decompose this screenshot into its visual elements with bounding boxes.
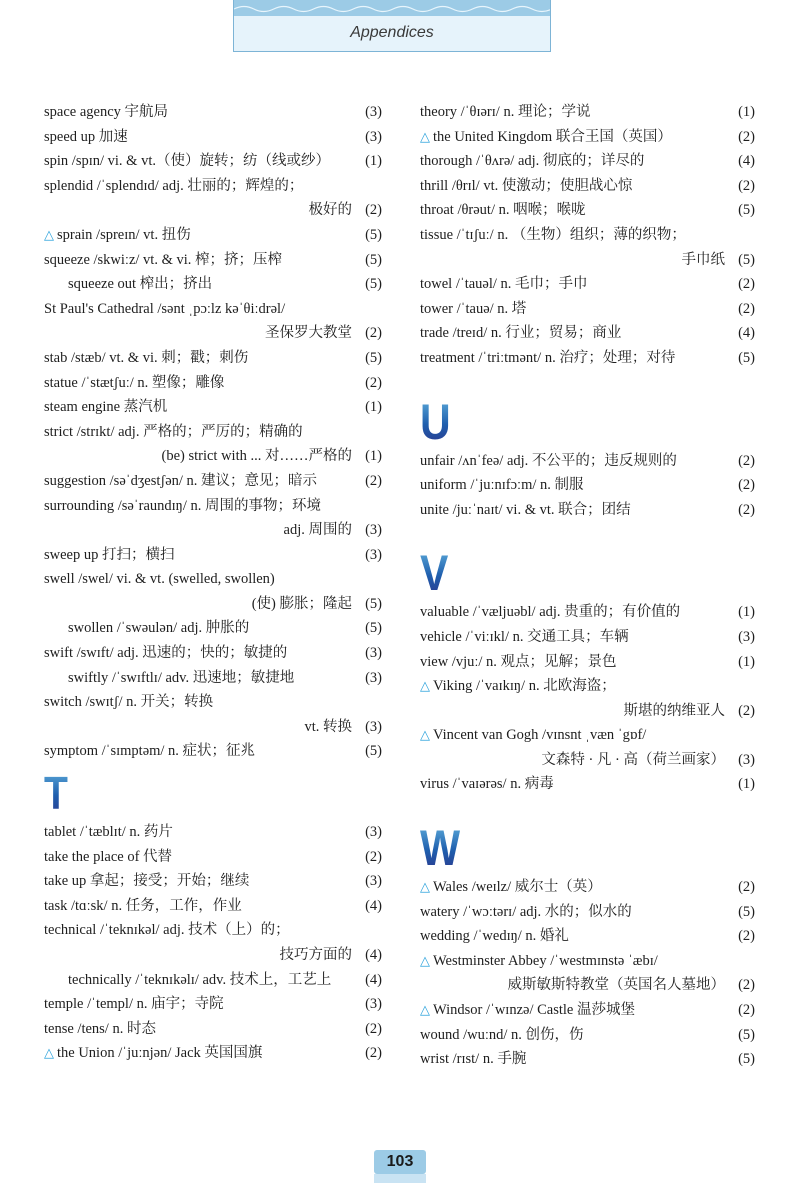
glossary-entry — [420, 149, 755, 174]
entry-text — [44, 641, 287, 666]
entry-label: spin /spɪn/ vi. & vt.（使）旋转；纺（线或纱） — [44, 153, 330, 170]
entry-text — [420, 650, 617, 675]
entry-label: tower /ˈtauə/ n. 塔 — [420, 300, 527, 317]
unit-number: (2) — [365, 1045, 382, 1062]
unit-number: (5) — [738, 1026, 755, 1043]
unit-number: (3) — [365, 128, 382, 145]
glossary-entry — [44, 198, 382, 223]
entry-label: swift /swɪft/ adj. 迅速的；快的；敏捷的 — [44, 645, 288, 662]
glossary-entry — [44, 420, 382, 445]
entry-text — [284, 518, 352, 543]
glossary-entry — [420, 723, 755, 748]
entry-text — [44, 149, 330, 174]
entry-text — [265, 321, 352, 346]
entry-text — [44, 297, 285, 322]
entry-label: throat /θrəut/ n. 咽喉；喉咙 — [420, 202, 586, 219]
glossary-entry — [44, 395, 382, 420]
entry-label: 斯堪的纳维亚人 — [623, 702, 725, 719]
entry-label: swiftly /ˈswɪftlɪ/ adv. 迅速地；敏捷地 — [68, 669, 295, 686]
left-column — [44, 100, 382, 1066]
entry-label: 文森特 · 凡 · 高（荷兰画家） — [541, 751, 725, 768]
glossary-entry — [44, 918, 382, 943]
letter-heading-v — [420, 544, 755, 600]
glossary-entry — [420, 174, 755, 199]
glossary-entry — [420, 625, 755, 650]
entry-label: statue /ˈstætʃuː/ n. 塑像；雕像 — [44, 374, 225, 391]
entry-label: 极好的 — [308, 202, 352, 219]
entry-label: vt. 转换 — [304, 718, 352, 735]
entry-text — [420, 625, 629, 650]
entry-text — [44, 174, 303, 199]
entry-label: suggestion /səˈdʒestʃən/ n. 建议；意见；暗示 — [44, 472, 318, 489]
glossary-entry — [44, 248, 382, 273]
unit-number: (5) — [738, 903, 755, 920]
triangle-icon: △ — [420, 129, 430, 145]
glossary-entry — [420, 272, 755, 297]
entry-label: steam engine 蒸汽机 — [44, 399, 168, 416]
glossary-entry — [44, 968, 382, 993]
letter-heading-u — [420, 393, 755, 449]
entry-text — [44, 869, 249, 894]
entry-label: stab /stæb/ vt. & vi. 刺；戳；刺伤 — [44, 349, 249, 366]
entry-text — [44, 223, 191, 249]
entry-text — [420, 772, 554, 797]
unit-number: (5) — [365, 226, 382, 243]
unit-number: (5) — [365, 251, 382, 268]
entry-text — [682, 248, 726, 273]
unit-number: (3) — [365, 824, 382, 841]
glossary-entry — [44, 518, 382, 543]
glossary-entry — [44, 567, 382, 592]
glossary-entry — [44, 321, 382, 346]
entry-label: strict /strɪkt/ adj. 严格的；严厉的；精确的 — [44, 423, 303, 440]
glossary-entry — [44, 641, 382, 666]
entry-label: swell /swel/ vi. & vt. (swelled, swollen) — [44, 571, 275, 588]
unit-number: (4) — [738, 153, 755, 170]
glossary-entry — [44, 1017, 382, 1042]
unit-number: (5) — [365, 743, 382, 760]
entry-text — [420, 272, 588, 297]
triangle-icon: △ — [420, 679, 430, 695]
unit-number: (3) — [365, 546, 382, 563]
unit-number: (2) — [365, 472, 382, 489]
glossary-entry — [420, 125, 755, 150]
glossary-entry — [420, 973, 755, 998]
entry-text — [44, 1041, 262, 1067]
entry-label: tablet /ˈtæblɪt/ n. 药片 — [44, 824, 173, 841]
entry-label: tissue /ˈtɪʃuː/ n. （生物）组织；薄的织物； — [420, 226, 686, 243]
unit-number: (2) — [738, 452, 755, 469]
entry-label: the Union /ˈjuːnjən/ Jack 英国国旗 — [57, 1045, 263, 1062]
entry-text — [44, 346, 248, 371]
glossary-entry — [420, 449, 755, 474]
unit-number: (1) — [738, 653, 755, 670]
unit-number: (3) — [365, 522, 382, 539]
glossary-entry — [44, 715, 382, 740]
glossary-entry — [44, 943, 382, 968]
unit-number: (5) — [738, 202, 755, 219]
entry-text — [304, 715, 352, 740]
triangle-icon: △ — [420, 1003, 430, 1019]
unit-number: (3) — [365, 718, 382, 735]
unit-number: (1) — [365, 399, 382, 416]
glossary-entry — [420, 748, 755, 773]
entry-label: the United Kingdom 联合王国（英国） — [433, 128, 672, 145]
glossary-entry — [44, 592, 382, 617]
unit-number: (2) — [365, 202, 382, 219]
entry-text — [44, 918, 290, 943]
glossary-entry — [44, 346, 382, 371]
entry-label: surrounding /səˈraundɪŋ/ n. 周围的事物；环境 — [44, 497, 322, 514]
glossary-entry — [44, 616, 382, 641]
unit-number: (4) — [738, 325, 755, 342]
entry-label: space agency 宇航局 — [44, 104, 169, 120]
entry-label: wound /wuːnd/ n. 创伤，伤 — [420, 1026, 584, 1043]
unit-number: (3) — [738, 628, 755, 645]
triangle-icon: △ — [420, 953, 430, 969]
entry-label: task /tɑːsk/ n. 任务，工作，作业 — [44, 897, 242, 914]
entry-text — [420, 1047, 526, 1072]
unit-number: (5) — [365, 276, 382, 293]
entry-text — [44, 469, 317, 494]
entry-label: swollen /ˈswəulən/ adj. 肿胀的 — [68, 620, 250, 637]
entry-label: technically /ˈteknɪkəlɪ/ adv. 技术上，工艺上 — [68, 971, 332, 988]
glossary-entry — [420, 924, 755, 949]
glossary-entry — [420, 949, 755, 974]
entry-label: speed up 加速 — [44, 128, 128, 145]
unit-number: (1) — [365, 448, 382, 465]
entry-label: adj. 周围的 — [283, 522, 352, 539]
entry-label: valuable /ˈvæljuəbl/ adj. 贵重的；有价值的 — [420, 604, 681, 621]
glossary-entry — [420, 1047, 755, 1072]
entry-label: splendid /ˈsplendɪd/ adj. 壮丽的；辉煌的； — [44, 177, 304, 194]
glossary-entry — [420, 346, 755, 371]
entries-t-right — [420, 100, 755, 371]
glossary-entry — [420, 223, 755, 248]
glossary-entry — [420, 321, 755, 346]
entry-label: 手巾纸 — [681, 251, 725, 268]
unit-number: (2) — [365, 848, 382, 865]
glossary-entry — [420, 900, 755, 925]
entry-label: vehicle /ˈviːɪkl/ n. 交通工具；车辆 — [420, 628, 629, 645]
letter-u: U — [420, 393, 451, 450]
glossary-entry — [44, 149, 382, 174]
entry-text — [508, 973, 726, 998]
entry-label: tense /tens/ n. 时态 — [44, 1020, 156, 1037]
entry-label: squeeze /skwiːz/ vt. & vi. 榨；挤；压榨 — [44, 251, 283, 268]
glossary-entry — [44, 174, 382, 199]
glossary-entry — [420, 1023, 755, 1048]
header-title: Appendices — [350, 24, 434, 41]
unit-number: (2) — [738, 501, 755, 518]
glossary-entry — [44, 690, 382, 715]
entry-text — [44, 125, 128, 150]
unit-number: (2) — [738, 276, 755, 293]
glossary-entry — [44, 100, 382, 125]
glossary-entry — [420, 100, 755, 125]
glossary-entry — [420, 699, 755, 724]
letter-heading-w — [420, 819, 755, 875]
entry-text — [44, 543, 175, 568]
glossary-entry — [44, 223, 382, 248]
entry-label: take up 拿起；接受；开始；继续 — [44, 873, 250, 890]
glossary-entry — [44, 272, 382, 297]
glossary-entry — [420, 674, 755, 699]
entry-text — [420, 900, 632, 925]
entry-label: Westminster Abbey /ˈwestmɪnstə ˈæbɪ/ — [433, 952, 658, 969]
letter-w: W — [420, 820, 461, 877]
glossary-entry — [420, 998, 755, 1023]
unit-number: (5) — [738, 1051, 755, 1068]
glossary-entry — [44, 992, 382, 1017]
glossary-entry — [420, 248, 755, 273]
entry-label: switch /swɪtʃ/ n. 开关；转换 — [44, 694, 214, 711]
unit-number: (4) — [365, 897, 382, 914]
entry-text — [420, 223, 686, 248]
glossary-entry — [44, 1041, 382, 1066]
entry-text — [420, 174, 632, 199]
entry-text — [624, 699, 726, 724]
entry-label: technical /ˈteknɪkəl/ adj. 技术（上）的； — [44, 922, 290, 939]
entry-label: squeeze out 榨出；挤出 — [68, 276, 213, 293]
unit-number: (3) — [365, 645, 382, 662]
glossary-entry — [44, 125, 382, 150]
entry-label: unite /juːˈnaɪt/ vi. & vt. 联合；团结 — [420, 501, 631, 518]
entry-text — [420, 674, 616, 700]
entry-label: Vincent van Gogh /vɪnsnt ˌvæn ˈgɒf/ — [433, 727, 647, 744]
unit-number: (5) — [365, 349, 382, 366]
entry-label: view /vjuː/ n. 观点；见解；景色 — [420, 653, 617, 670]
unit-number: (3) — [365, 873, 382, 890]
entries-t-left — [44, 820, 382, 1066]
entry-label: 技巧方面的 — [279, 947, 352, 963]
entry-label: Wales /weɪlz/ 威尔士（英） — [433, 879, 602, 896]
entry-label: St Paul's Cathedral /sənt ˌpɔːlz kəˈθiːdrəl/ — [44, 300, 286, 317]
right-column — [420, 100, 755, 1072]
unit-number: (2) — [738, 928, 755, 945]
entry-label: uniform /ˈjuːnɪfɔːm/ n. 制服 — [420, 477, 584, 494]
unit-number: (4) — [365, 947, 382, 963]
entry-text — [44, 845, 172, 870]
glossary-entry — [420, 297, 755, 322]
entry-label: theory /ˈθɪərɪ/ n. 理论；学说 — [420, 104, 591, 120]
entry-label: sweep up 打扫；横扫 — [44, 546, 175, 563]
entry-text — [420, 100, 590, 125]
entry-text — [420, 473, 584, 498]
entry-text — [44, 567, 275, 592]
unit-number: (3) — [365, 104, 382, 120]
unit-number: (3) — [738, 751, 755, 768]
entry-text — [420, 198, 586, 223]
triangle-icon: △ — [44, 1046, 54, 1062]
entry-text — [44, 690, 213, 715]
entry-text — [44, 739, 255, 764]
unit-number: (1) — [738, 104, 755, 120]
unit-number: (2) — [365, 1020, 382, 1037]
entry-label: (使) 膨胀；隆起 — [251, 595, 352, 612]
entry-text — [420, 297, 526, 322]
glossary-entry — [44, 469, 382, 494]
entry-text — [420, 449, 677, 474]
unit-number: (3) — [365, 996, 382, 1013]
glossary-entry — [44, 894, 382, 919]
unit-number: (2) — [738, 477, 755, 494]
glossary-entry — [420, 600, 755, 625]
entry-text — [68, 968, 331, 993]
entry-text — [420, 149, 644, 174]
glossary-entry — [44, 543, 382, 568]
entry-text — [44, 395, 167, 420]
entry-text — [420, 949, 658, 975]
unit-number: (2) — [738, 1002, 755, 1019]
entry-text — [420, 924, 569, 949]
glossary-entry — [44, 494, 382, 519]
glossary-entry — [44, 845, 382, 870]
entry-text — [68, 272, 212, 297]
entries-s — [44, 100, 382, 764]
entry-text — [541, 748, 725, 773]
entry-label: watery /ˈwɔːtərɪ/ adj. 水的；似水的 — [420, 903, 632, 920]
entry-label: wrist /rɪst/ n. 手腕 — [420, 1051, 527, 1068]
glossary-entry — [420, 498, 755, 523]
entry-text — [420, 875, 602, 901]
glossary-entry — [44, 820, 382, 845]
entry-label: unfair /ʌnˈfeə/ adj. 不公平的；违反规则的 — [420, 452, 677, 469]
letter-v: V — [420, 545, 449, 602]
unit-number: (1) — [738, 604, 755, 621]
letter-t: T — [44, 767, 68, 820]
entry-label: virus /ˈvaɪərəs/ n. 病毒 — [420, 776, 554, 793]
unit-number: (2) — [365, 374, 382, 391]
entry-text — [68, 616, 249, 641]
entry-text — [420, 723, 646, 749]
entry-text — [68, 666, 294, 691]
entry-label: temple /ˈtempl/ n. 庙宇；寺院 — [44, 996, 224, 1013]
entry-text — [420, 600, 680, 625]
entry-text — [44, 100, 168, 125]
glossary-entry — [420, 198, 755, 223]
entry-text — [420, 1023, 584, 1048]
unit-number: (2) — [738, 702, 755, 719]
entry-label: Viking /ˈvaɪkɪŋ/ n. 北欧海盗； — [433, 678, 616, 695]
entry-text — [420, 125, 672, 151]
entry-label: thorough /ˈθʌrə/ adj. 彻底的；详尽的 — [420, 153, 645, 170]
unit-number: (2) — [738, 977, 755, 994]
entry-label: symptom /ˈsɪmptəm/ n. 症状；征兆 — [44, 743, 256, 760]
entry-label: Windsor /ˈwɪnzə/ Castle 温莎城堡 — [433, 1002, 635, 1019]
entry-text — [420, 998, 635, 1024]
glossary-entry — [44, 666, 382, 691]
glossary-entry — [44, 739, 382, 764]
entries-u — [420, 449, 755, 523]
entry-label: thrill /θrɪl/ vt. 使激动；使胆战心惊 — [420, 177, 633, 194]
unit-number: (2) — [738, 879, 755, 896]
unit-number: (5) — [738, 349, 755, 366]
entry-label: sprain /spreɪn/ vt. 扭伤 — [57, 226, 191, 243]
unit-number: (2) — [738, 177, 755, 194]
unit-number: (4) — [365, 971, 382, 988]
entry-text — [420, 498, 631, 523]
unit-number: (2) — [738, 300, 755, 317]
entry-text — [420, 346, 675, 371]
entry-text — [44, 992, 224, 1017]
entry-text — [44, 494, 321, 519]
wave-decoration — [234, 4, 550, 14]
appendices-header-band — [233, 0, 551, 52]
entry-text — [309, 198, 353, 223]
entry-label: towel /ˈtauəl/ n. 毛巾；手巾 — [420, 276, 588, 293]
glossary-entry — [420, 473, 755, 498]
triangle-icon: △ — [44, 227, 54, 243]
unit-number: (2) — [365, 325, 382, 342]
page-number-tab — [374, 1174, 426, 1183]
entry-label: 圣保罗大教堂 — [265, 325, 352, 342]
unit-number: (5) — [738, 251, 755, 268]
page-number: 103 — [374, 1150, 426, 1174]
entry-text — [44, 820, 173, 845]
entry-text — [44, 371, 224, 396]
unit-number: (3) — [365, 669, 382, 686]
entry-text — [420, 321, 621, 346]
glossary-entry — [420, 875, 755, 900]
glossary-entry — [420, 772, 755, 797]
entry-label: (be) strict with ... 对……严格的 — [161, 448, 352, 465]
entry-text — [44, 894, 242, 919]
glossary-entry — [420, 650, 755, 675]
letter-heading-t — [44, 764, 382, 820]
entry-text — [252, 592, 352, 617]
triangle-icon: △ — [420, 880, 430, 896]
entry-text — [162, 444, 353, 469]
entry-text — [44, 420, 303, 445]
glossary-entry — [44, 297, 382, 322]
unit-number: (2) — [738, 128, 755, 145]
entry-text — [280, 943, 353, 968]
triangle-icon: △ — [420, 728, 430, 744]
entry-text — [44, 248, 282, 273]
glossary-entry — [44, 869, 382, 894]
unit-number: (1) — [738, 776, 755, 793]
entry-label: take the place of 代替 — [44, 848, 173, 865]
unit-number: (5) — [365, 620, 382, 637]
entry-label: treatment /ˈtriːtmənt/ n. 治疗；处理；对待 — [420, 349, 676, 366]
entry-text — [44, 1017, 156, 1042]
glossary-entry — [44, 371, 382, 396]
entry-label: wedding /ˈwedɪŋ/ n. 婚礼 — [420, 928, 569, 945]
unit-number: (5) — [365, 595, 382, 612]
glossary-entry — [44, 444, 382, 469]
entries-v — [420, 600, 755, 797]
entry-label: trade /treɪd/ n. 行业；贸易；商业 — [420, 325, 622, 342]
entry-label: 威斯敏斯特教堂（英国名人墓地） — [507, 977, 725, 994]
unit-number: (1) — [365, 153, 382, 170]
entries-w — [420, 875, 755, 1072]
